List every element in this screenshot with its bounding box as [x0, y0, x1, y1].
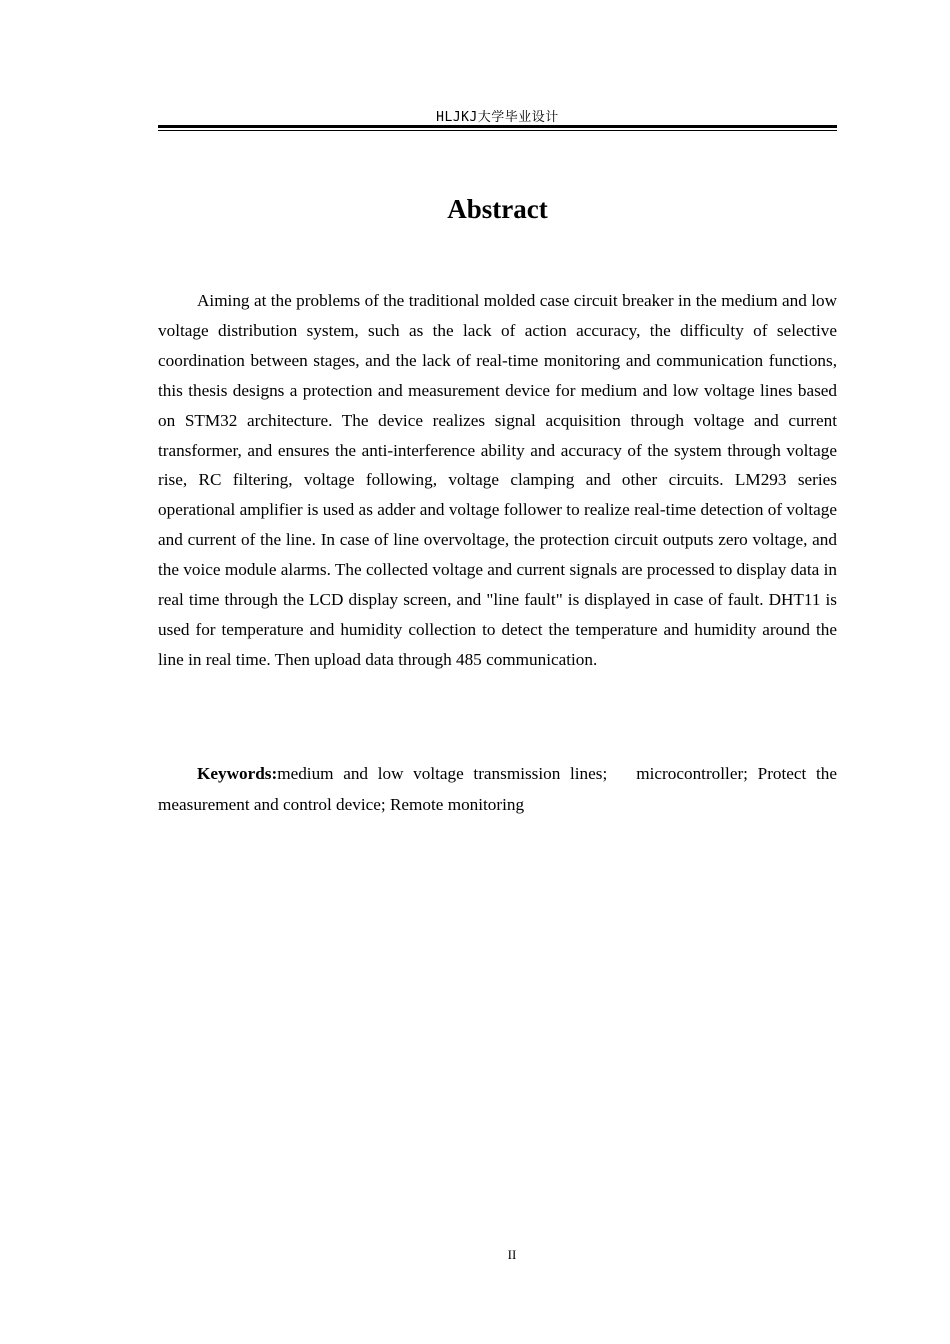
- running-header: HLJKJ大学毕业设计: [436, 110, 559, 125]
- header-rule-thick: [158, 125, 837, 128]
- keywords-label: Keywords:: [197, 764, 278, 783]
- header-rule-thin: [158, 130, 837, 131]
- abstract-body: Aiming at the problems of the traditional molded case circuit breaker in the medium and low voltage distribution system, such as the lack of action accuracy, the difficulty of selective coordination between stages, and the lack of real-time monitoring and communication functions, this thesis designs a protection and measurement device for medium and low voltage lines based on STM32 architecture. The device realizes signal acquisition through voltage and current transformer, and ensures the anti-interference ability and accuracy of the system through voltage rise, RC filtering, voltage following, voltage clamping and other circuits. LM293 series operational amplifier is used as adder and voltage follower to realize real-time detection of voltage and current of the line. In case of line overvoltage, the protection circuit outputs zero voltage, and the voice module alarms. The collected voltage and current signals are processed to display data in real time through the LCD display screen, and "line fault" is displayed in case of fault. DHT11 is used for temperature and humidity collection to detect the temperature and humidity around the line in real time. Then upload data through 485 communication.: [158, 291, 837, 669]
- keywords-paragraph: [158, 759, 842, 820]
- page-number: II: [507, 1247, 517, 1262]
- page-title: Abstract: [447, 194, 548, 224]
- header-rule: [158, 125, 837, 132]
- keywords-text: medium and low voltage transmission lines; microcontroller; Protect the measurement and control device; Remote monitoring: [158, 764, 842, 814]
